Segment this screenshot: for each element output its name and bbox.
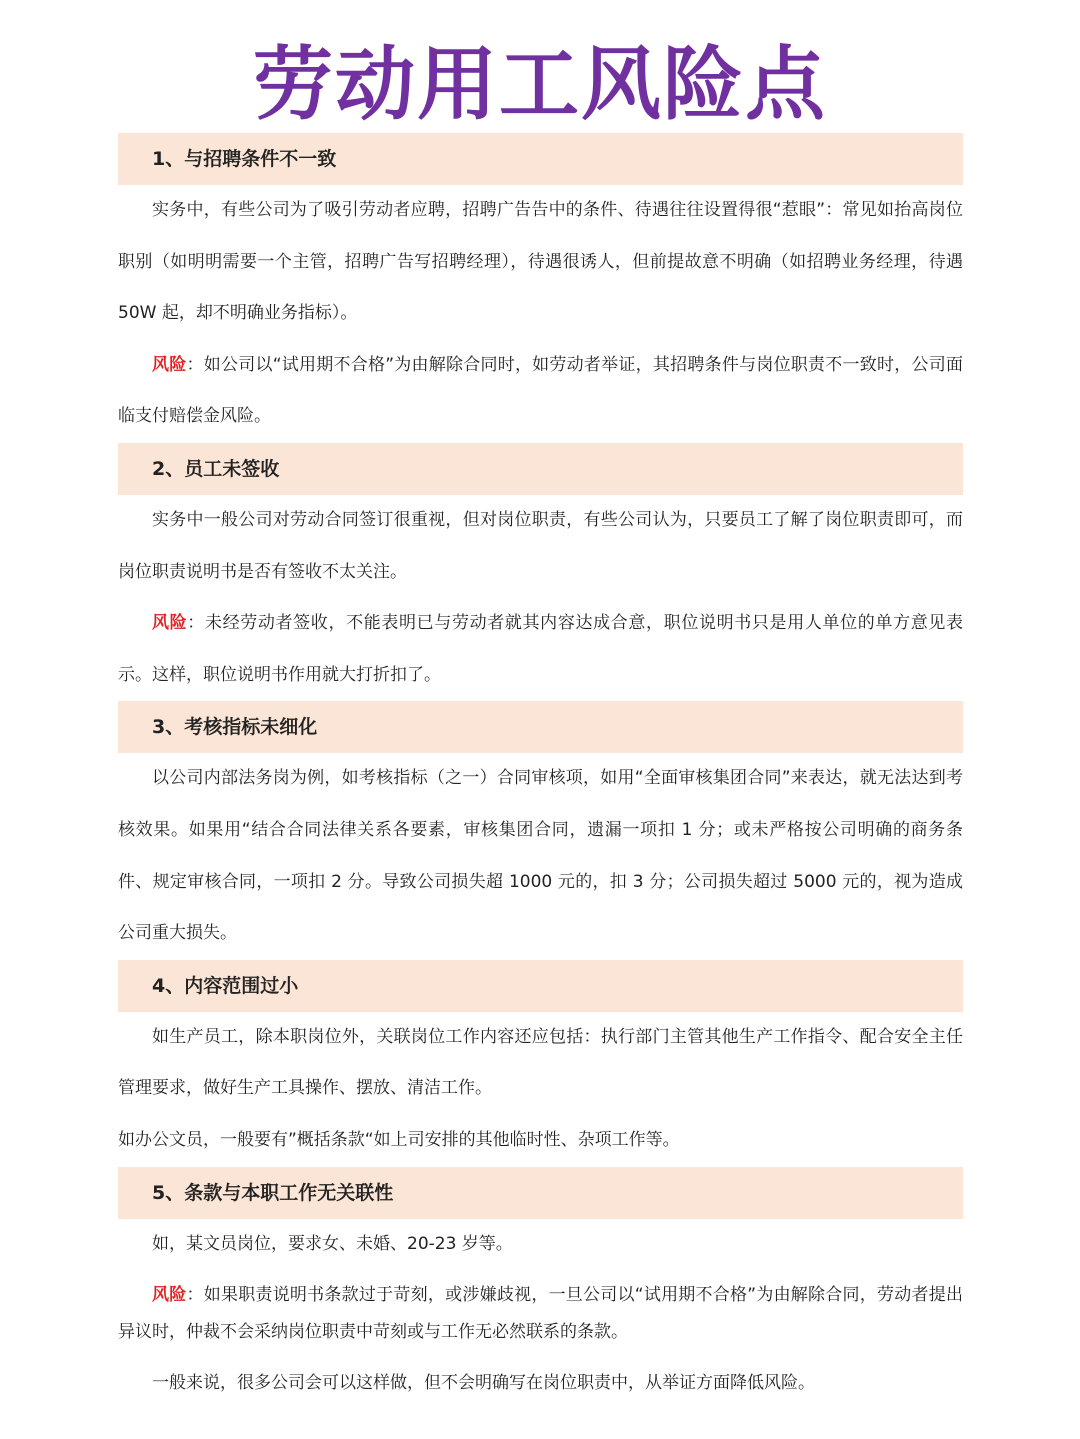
risk-label: 风险 (152, 613, 188, 634)
section-heading-4: 4、内容范围过小 (118, 960, 963, 1012)
page-title: 劳动用工风险点 (253, 38, 827, 131)
section-heading-2: 2、员工未签收 (118, 443, 963, 495)
risk-label: 风险 (152, 354, 187, 375)
section-heading-5: 5、条款与本职工作无关联性 (118, 1167, 963, 1219)
section-2-paragraph: 实务中一般公司对劳动合同签订很重视，但对岗位职责，有些公司认为，只要员工了解了岗位职责即可，而岗位职责说明书是否有签收不太关注。 (118, 509, 963, 582)
section-heading-1: 1、与招聘条件不一致 (118, 133, 963, 185)
section-4-paragraph-2: 如办公文员，一般要有”概括条款“如上司安排的其他临时性、杂项工作等。 (118, 1129, 680, 1150)
risk-text: ：如公司以“试用期不合格”为由解除合同时，如劳动者举证，其招聘条件与岗位职责不一致时，公司面临支付赔偿金风险。 (118, 354, 963, 427)
risk-text: ：未经劳动者签收，不能表明已与劳动者就其内容达成合意，职位说明书只是用人单位的单方意见表示。这样，职位说明书作用就大打折扣了。 (118, 613, 964, 685)
section-1-risk (118, 340, 963, 443)
section-5-risk (118, 1277, 963, 1351)
section-1-paragraph: 实务中，有些公司为了吸引劳动者应聘，招聘广告告中的条件、待遇往往设置得很“惹眼”：常见如抬高岗位职别（如明明需要一个主管，招聘广告写招聘经理），待遇很诱人，但前提故意不明确（如招聘业务经理，待遇 50W 起，却不明确业务指标）。 (118, 200, 963, 324)
risk-label: 风险 (152, 1285, 187, 1306)
section-3-paragraph: 以公司内部法务岗为例，如考核指标（之一）合同审核项，如用“全面审核集团合同”来表达，就无法达到考核效果。如果用“结合合同法律关系各要素，审核集团合同，遗漏一项扣 1 分；或未严格按公司明确的商务条件、规定审核合同，一项扣 2 分。导致公司损失超 1000 元的，扣 3 分；公司损失超过 5000 元的，视为造成公司重大损失。 (118, 768, 963, 944)
section-heading-3: 3、考核指标未细化 (118, 701, 963, 753)
section-5-paragraph: 如，某文员岗位，要求女、未婚、20-23 岁等。 (152, 1233, 513, 1254)
section-4-paragraph: 如生产员工，除本职岗位外，关联岗位工作内容还应包括：执行部门主管其他生产工作指令、配合安全主任管理要求，做好生产工具操作、摆放、清洁工作。 (118, 1026, 963, 1099)
document-body (118, 133, 963, 1410)
section-2-risk (118, 598, 963, 701)
section-5-paragraph-2: 一般来说，很多公司会可以这样做，但不会明确写在岗位职责中，从举证方面降低风险。 (152, 1373, 815, 1394)
risk-text: ：如果职责说明书条款过于苛刻，或涉嫌歧视，一旦公司以“试用期不合格”为由解除合同，劳动者提出异议时，仲裁不会采纳岗位职责中苛刻或与工作无必然联系的条款。 (118, 1285, 963, 1343)
